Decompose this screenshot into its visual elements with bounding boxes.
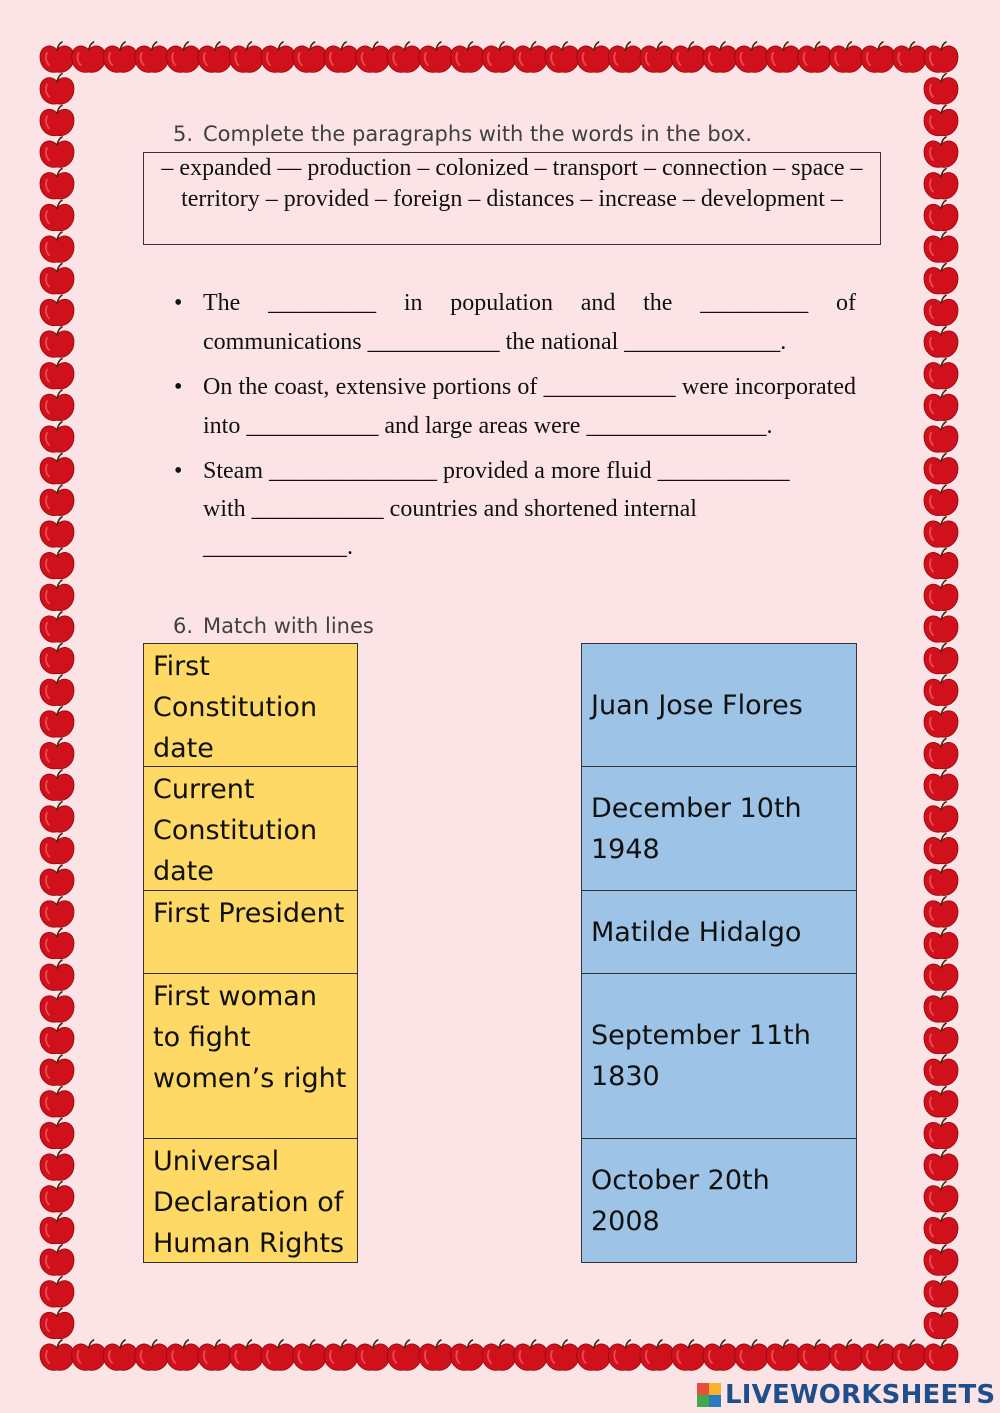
apple-icon xyxy=(924,1087,958,1117)
apple-icon xyxy=(40,928,74,958)
apple-icon xyxy=(40,422,74,452)
apple-icon xyxy=(40,105,74,135)
apple-icon xyxy=(40,897,74,927)
apple-icon xyxy=(924,390,958,420)
apple-icon xyxy=(293,42,327,72)
apple-icon xyxy=(324,1340,358,1370)
apple-icon xyxy=(40,200,74,230)
apple-icon xyxy=(924,644,958,674)
apple-icon xyxy=(40,1182,74,1212)
apple-icon xyxy=(40,580,74,610)
apple-icon xyxy=(924,802,958,832)
apple-icon xyxy=(924,834,958,864)
apple-icon xyxy=(924,137,958,167)
apple-icon xyxy=(608,42,642,72)
match-left-label: First Constitution date xyxy=(153,651,318,764)
apple-icon xyxy=(924,1023,958,1053)
match-right-item[interactable] xyxy=(581,643,857,767)
apple-icon xyxy=(229,42,263,72)
word-box: – expanded –– production – colonized – transport – connection – space – territory – provided – foreign – distances – increase – development – xyxy=(143,152,881,245)
apple-icon xyxy=(40,644,74,674)
apple-icon xyxy=(103,1340,137,1370)
apple-icon xyxy=(798,42,832,72)
match-left-item[interactable] xyxy=(143,643,358,767)
apple-icon xyxy=(924,1277,958,1307)
apple-icon xyxy=(924,992,958,1022)
apple-icon xyxy=(671,42,705,72)
apple-icon xyxy=(40,960,74,990)
bullet-icon: • xyxy=(174,374,183,400)
apple-icon xyxy=(924,865,958,895)
match-right-item[interactable] xyxy=(581,767,857,891)
apple-icon xyxy=(924,454,958,484)
apple-icon xyxy=(40,834,74,864)
apple-icon xyxy=(419,42,453,72)
apple-icon xyxy=(40,327,74,357)
apple-icon xyxy=(40,1087,74,1117)
apple-icon xyxy=(293,1340,327,1370)
apple-icon xyxy=(40,739,74,769)
paragraph-item xyxy=(172,368,856,446)
liveworksheets-logo-icon xyxy=(697,1383,721,1407)
apple-icon xyxy=(924,612,958,642)
match-left-item[interactable] xyxy=(143,974,358,1139)
apple-icon xyxy=(924,169,958,199)
apple-icon xyxy=(198,42,232,72)
apple-icon xyxy=(924,675,958,705)
apple-icon xyxy=(387,1340,421,1370)
match-left-item[interactable] xyxy=(143,767,358,891)
apple-icon xyxy=(40,1308,74,1338)
fill-in-paragraphs xyxy=(172,284,856,566)
apple-icon xyxy=(40,1118,74,1148)
apple-icon xyxy=(640,1340,674,1370)
apple-icon xyxy=(198,1340,232,1370)
apple-icon xyxy=(766,42,800,72)
apple-icon xyxy=(924,295,958,325)
apple-icon xyxy=(861,42,895,72)
paragraph-item xyxy=(172,452,823,566)
bullet-icon: • xyxy=(174,290,183,316)
apple-icon xyxy=(924,1340,958,1370)
apple-icon xyxy=(166,1340,200,1370)
apple-icon xyxy=(735,42,769,72)
apple-icon xyxy=(861,1340,895,1370)
apple-icon xyxy=(103,42,137,72)
apple-icon xyxy=(924,359,958,389)
apple-icon xyxy=(482,1340,516,1370)
question-6-number: 6. xyxy=(173,614,194,638)
apple-icon xyxy=(356,1340,390,1370)
apple-icon xyxy=(924,1245,958,1275)
apple-icon xyxy=(40,485,74,515)
apple-icon xyxy=(40,1150,74,1180)
question-6-instruction: Match with lines xyxy=(203,614,374,638)
apple-icon xyxy=(40,770,74,800)
match-left-label: First President xyxy=(153,898,345,929)
question-5-instruction: Complete the paragraphs with the words in the box. xyxy=(203,122,753,146)
match-right-label: December 10th 1948 xyxy=(591,792,802,865)
match-left-item[interactable] xyxy=(143,1139,358,1263)
apple-icon xyxy=(924,707,958,737)
question-5-heading xyxy=(173,122,752,146)
apple-icon xyxy=(924,327,958,357)
apple-icon xyxy=(40,42,74,72)
apple-icon xyxy=(40,264,74,294)
apple-icon xyxy=(40,865,74,895)
apple-icon xyxy=(735,1340,769,1370)
apple-icon xyxy=(356,42,390,72)
apple-icon xyxy=(640,42,674,72)
apple-icon xyxy=(924,1213,958,1243)
apple-icon xyxy=(40,359,74,389)
apple-icon xyxy=(40,1277,74,1307)
match-right-item[interactable] xyxy=(581,974,857,1139)
apple-icon xyxy=(40,454,74,484)
apple-icon xyxy=(40,549,74,579)
apple-icon xyxy=(40,707,74,737)
apple-icon xyxy=(924,200,958,230)
apple-icon xyxy=(324,42,358,72)
apple-icon xyxy=(829,42,863,72)
apple-icon xyxy=(703,42,737,72)
apple-icon xyxy=(261,1340,295,1370)
apple-icon xyxy=(40,295,74,325)
match-right-label: October 20th 2008 xyxy=(591,1164,770,1237)
match-right-item[interactable] xyxy=(581,1139,857,1263)
paragraph-text: Steam ______________ provided a more fluid ___________ with ___________ countries and shortened internal ____________. xyxy=(203,458,790,560)
apple-icon xyxy=(671,1340,705,1370)
apple-icon xyxy=(798,1340,832,1370)
apple-icon xyxy=(135,1340,169,1370)
apple-icon xyxy=(577,42,611,72)
apple-icon xyxy=(924,770,958,800)
apple-icon xyxy=(450,1340,484,1370)
match-right-column xyxy=(581,643,857,1263)
apple-icon xyxy=(924,897,958,927)
apple-icon xyxy=(924,549,958,579)
apple-icon xyxy=(40,802,74,832)
apple-icon xyxy=(924,517,958,547)
apple-icon xyxy=(577,1340,611,1370)
apple-icon xyxy=(924,1055,958,1085)
apple-icon xyxy=(924,1308,958,1338)
apple-icon xyxy=(40,992,74,1022)
paragraph-item xyxy=(172,284,856,362)
apple-icon xyxy=(608,1340,642,1370)
apple-icon xyxy=(40,1055,74,1085)
apple-icon xyxy=(482,42,516,72)
apple-icon xyxy=(924,422,958,452)
match-right-item[interactable] xyxy=(581,891,857,974)
match-left-item[interactable] xyxy=(143,891,358,974)
apple-icon xyxy=(924,928,958,958)
apple-icon xyxy=(924,960,958,990)
apple-icon xyxy=(892,42,926,72)
apple-icon xyxy=(924,580,958,610)
bullet-icon: • xyxy=(174,458,183,484)
apple-icon xyxy=(261,42,295,72)
apple-icon xyxy=(40,169,74,199)
apple-icon xyxy=(40,232,74,262)
apple-icon xyxy=(419,1340,453,1370)
apple-icon xyxy=(924,485,958,515)
apple-icon xyxy=(766,1340,800,1370)
match-left-label: First woman to fight women’s right xyxy=(153,981,347,1094)
apple-icon xyxy=(40,1213,74,1243)
apple-icon xyxy=(40,137,74,167)
apple-icon xyxy=(924,74,958,104)
logo-text: LIVEWORKSHEETS xyxy=(725,1380,996,1410)
match-right-label: Matilde Hidalgo xyxy=(591,916,802,948)
apple-icon xyxy=(229,1340,263,1370)
apple-icon xyxy=(40,1340,74,1370)
apple-icon xyxy=(40,675,74,705)
apple-icon xyxy=(40,612,74,642)
apple-icon xyxy=(545,42,579,72)
apple-icon xyxy=(924,1182,958,1212)
match-right-label: Juan Jose Flores xyxy=(591,689,803,721)
question-5-number: 5. xyxy=(173,122,194,146)
apple-icon xyxy=(72,42,106,72)
apple-icon xyxy=(387,42,421,72)
apple-icon xyxy=(924,1150,958,1180)
apple-icon xyxy=(924,105,958,135)
apple-icon xyxy=(514,1340,548,1370)
apple-icon xyxy=(829,1340,863,1370)
match-left-column xyxy=(143,643,358,1263)
match-left-label: Current Constitution date xyxy=(153,774,318,887)
apple-icon xyxy=(450,42,484,72)
apple-icon xyxy=(924,739,958,769)
apple-icon xyxy=(924,42,958,72)
apple-icon xyxy=(924,232,958,262)
apple-icon xyxy=(40,1245,74,1275)
apple-icon xyxy=(703,1340,737,1370)
apple-icon xyxy=(166,42,200,72)
apple-icon xyxy=(514,42,548,72)
apple-icon xyxy=(40,390,74,420)
apple-icon xyxy=(892,1340,926,1370)
apple-icon xyxy=(924,264,958,294)
apple-icon xyxy=(72,1340,106,1370)
apple-icon xyxy=(40,74,74,104)
apple-icon xyxy=(40,517,74,547)
paragraph-text: The _________ in population and the _________ of communications ___________ the national _____________. xyxy=(203,290,856,355)
match-left-label: Universal Declaration of Human Rights xyxy=(153,1146,345,1259)
apple-icon xyxy=(40,1023,74,1053)
match-right-label: September 11th 1830 xyxy=(591,1020,811,1092)
apple-icon xyxy=(924,1118,958,1148)
liveworksheets-logo[interactable] xyxy=(697,1378,995,1412)
paragraph-text: On the coast, extensive portions of ___________ were incorporated into ___________ and large areas were _______________. xyxy=(203,374,856,439)
question-6-heading xyxy=(173,614,374,638)
apple-icon xyxy=(135,42,169,72)
apple-icon xyxy=(545,1340,579,1370)
